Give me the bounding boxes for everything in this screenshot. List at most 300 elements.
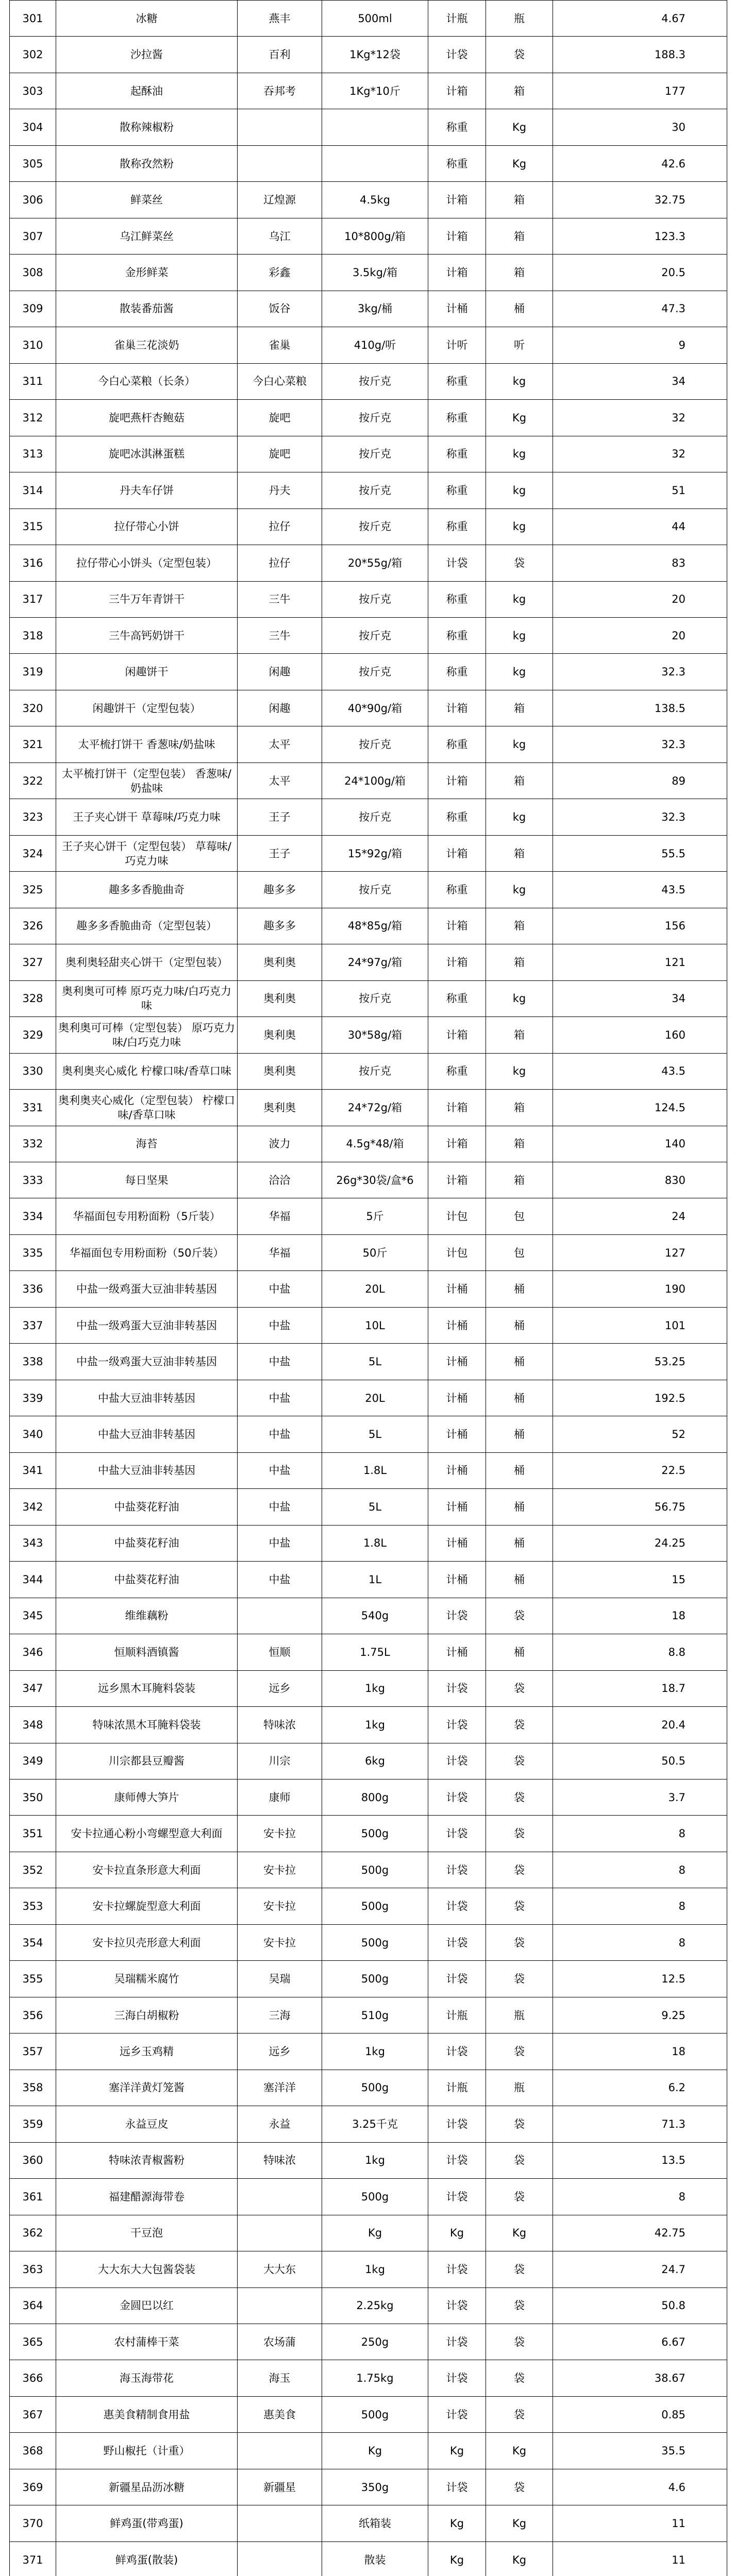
pricing-unit-cell: 计袋	[428, 2287, 486, 2324]
brand-cell: 大大东	[238, 2251, 322, 2287]
pricing-unit-cell: 计箱	[428, 1162, 486, 1198]
product-name-cell: 安卡拉通心粉小弯螺型意大利面	[56, 1816, 238, 1852]
unit-of-measure-cell: 袋	[486, 1888, 553, 1924]
table-row	[10, 2033, 727, 2070]
product-name-cell: 散装番茄酱	[56, 291, 238, 327]
unit-of-measure-cell: Kg	[486, 2505, 553, 2541]
table-row	[10, 1598, 727, 1634]
unit-of-measure-cell: 袋	[486, 2106, 553, 2142]
unit-of-measure-cell: 桶	[486, 1307, 553, 1343]
spec-cell: 按斤克	[322, 654, 428, 690]
table-row	[10, 2324, 727, 2360]
table-row	[10, 545, 727, 581]
table-row	[10, 1344, 727, 1380]
pricing-unit-cell: 计箱	[428, 690, 486, 726]
spec-cell: 散装	[322, 2541, 428, 2576]
row-number-cell: 322	[10, 762, 56, 799]
price-cell: 121	[553, 944, 727, 980]
row-number-cell: 324	[10, 835, 56, 871]
price-cell: 42.6	[553, 145, 727, 181]
product-name-cell: 野山椒托（计重）	[56, 2433, 238, 2469]
product-name-cell: 每日坚果	[56, 1162, 238, 1198]
table-row	[10, 581, 727, 617]
row-number-cell: 305	[10, 145, 56, 181]
product-name-cell: 鲜鸡蛋(散装)	[56, 2541, 238, 2576]
unit-of-measure-cell: 袋	[486, 1743, 553, 1779]
brand-cell: 王子	[238, 835, 322, 871]
price-cell: 47.3	[553, 291, 727, 327]
unit-of-measure-cell: 袋	[486, 2251, 553, 2287]
unit-of-measure-cell: 包	[486, 1198, 553, 1234]
spec-cell: 48*85g/箱	[322, 908, 428, 944]
product-name-cell: 中盐一级鸡蛋大豆油非转基因	[56, 1307, 238, 1343]
unit-of-measure-cell: 包	[486, 1234, 553, 1270]
spec-cell: 50斤	[322, 1234, 428, 1270]
brand-cell: 安卡拉	[238, 1888, 322, 1924]
row-number-cell: 355	[10, 1961, 56, 1997]
pricing-unit-cell: 计袋	[428, 1924, 486, 1960]
product-name-cell: 安卡拉贝壳形意大利面	[56, 1924, 238, 1960]
row-number-cell: 349	[10, 1743, 56, 1779]
table-row	[10, 617, 727, 653]
spec-cell: 纸箱装	[322, 2505, 428, 2541]
brand-cell: 惠美食	[238, 2396, 322, 2432]
product-name-cell: 远乡黑木耳腌料袋装	[56, 1670, 238, 1706]
row-number-cell: 304	[10, 109, 56, 145]
spec-cell: 按斤克	[322, 617, 428, 653]
spec-cell: 540g	[322, 1598, 428, 1634]
spec-cell: 按斤克	[322, 726, 428, 762]
row-number-cell: 319	[10, 654, 56, 690]
spec-cell: 30*58g/箱	[322, 1017, 428, 1053]
price-cell: 6.2	[553, 2070, 727, 2106]
spec-cell: 500g	[322, 2070, 428, 2106]
unit-of-measure-cell: 袋	[486, 1598, 553, 1634]
product-name-cell: 趣多多香脆曲奇	[56, 872, 238, 908]
unit-of-measure-cell: 箱	[486, 1090, 553, 1126]
spec-cell: 24*97g/箱	[322, 944, 428, 980]
table-row	[10, 327, 727, 363]
table-row	[10, 182, 727, 218]
price-cell: 34	[553, 363, 727, 399]
price-cell: 55.5	[553, 835, 727, 871]
pricing-unit-cell: 称重	[428, 872, 486, 908]
product-name-cell: 三海白胡椒粉	[56, 1997, 238, 2033]
brand-cell: 百利	[238, 37, 322, 73]
product-name-cell: 永益豆皮	[56, 2106, 238, 2142]
product-name-cell: 王子夹心饼干（定型包装） 草莓味/巧克力味	[56, 835, 238, 871]
price-cell: 18	[553, 1598, 727, 1634]
price-cell: 30	[553, 109, 727, 145]
price-cell: 83	[553, 545, 727, 581]
table-row	[10, 400, 727, 436]
product-name-cell: 新疆星品沥冰糖	[56, 2469, 238, 2505]
table-row	[10, 908, 727, 944]
pricing-unit-cell: 称重	[428, 472, 486, 509]
unit-of-measure-cell: 桶	[486, 1416, 553, 1452]
table-row	[10, 255, 727, 291]
spec-cell: 500g	[322, 2179, 428, 2215]
row-number-cell: 303	[10, 73, 56, 109]
table-row	[10, 1271, 727, 1307]
spec-cell: 3kg/桶	[322, 291, 428, 327]
unit-of-measure-cell: 听	[486, 327, 553, 363]
table-row	[10, 218, 727, 254]
table-row	[10, 1234, 727, 1270]
spec-cell: 40*90g/箱	[322, 690, 428, 726]
product-name-cell: 华福面包专用粉面粉（50斤装）	[56, 1234, 238, 1270]
row-number-cell: 364	[10, 2287, 56, 2324]
pricing-unit-cell: Kg	[428, 2215, 486, 2251]
brand-cell	[238, 2287, 322, 2324]
product-name-cell: 奥利奥夹心威化（定型包装） 柠檬口味/香草口味	[56, 1090, 238, 1126]
product-name-cell: 维维藕粉	[56, 1598, 238, 1634]
spec-cell	[322, 145, 428, 181]
table-row	[10, 2433, 727, 2469]
row-number-cell: 366	[10, 2360, 56, 2396]
pricing-unit-cell: 计桶	[428, 1307, 486, 1343]
unit-of-measure-cell: kg	[486, 726, 553, 762]
product-name-cell: 散称辣椒粉	[56, 109, 238, 145]
brand-cell: 波力	[238, 1126, 322, 1162]
spec-cell	[322, 109, 428, 145]
pricing-unit-cell: 称重	[428, 436, 486, 472]
table-row	[10, 1053, 727, 1089]
row-number-cell: 353	[10, 1888, 56, 1924]
table-row	[10, 690, 727, 726]
spec-cell: 500g	[322, 1961, 428, 1997]
table-row	[10, 2287, 727, 2324]
row-number-cell: 335	[10, 1234, 56, 1270]
table-row	[10, 1634, 727, 1670]
brand-cell: 彩鑫	[238, 255, 322, 291]
product-name-cell: 特味浓青椒酱粉	[56, 2142, 238, 2178]
price-cell: 8	[553, 1924, 727, 1960]
pricing-unit-cell: 计桶	[428, 1452, 486, 1488]
unit-of-measure-cell: 箱	[486, 762, 553, 799]
brand-cell: 中盐	[238, 1380, 322, 1416]
product-name-cell: 趣多多香脆曲奇（定型包装）	[56, 908, 238, 944]
spec-cell: 3.5kg/箱	[322, 255, 428, 291]
row-number-cell: 371	[10, 2541, 56, 2576]
spec-cell: 24*72g/箱	[322, 1090, 428, 1126]
table-row	[10, 73, 727, 109]
pricing-unit-cell: 计桶	[428, 1489, 486, 1525]
pricing-unit-cell: 计袋	[428, 2106, 486, 2142]
brand-cell: 海玉	[238, 2360, 322, 2396]
price-cell: 32	[553, 400, 727, 436]
row-number-cell: 307	[10, 218, 56, 254]
price-cell: 124.5	[553, 1090, 727, 1126]
unit-of-measure-cell: 瓶	[486, 2070, 553, 2106]
pricing-unit-cell: 计袋	[428, 2360, 486, 2396]
unit-of-measure-cell: 袋	[486, 1961, 553, 1997]
spec-cell: 500g	[322, 1816, 428, 1852]
brand-cell: 川宗	[238, 1743, 322, 1779]
brand-cell: 特味浓	[238, 1707, 322, 1743]
pricing-unit-cell: 计桶	[428, 1525, 486, 1561]
row-number-cell: 363	[10, 2251, 56, 2287]
unit-of-measure-cell: 箱	[486, 73, 553, 109]
product-name-cell: 惠美食精制食用盐	[56, 2396, 238, 2432]
row-number-cell: 320	[10, 690, 56, 726]
price-cell: 42.75	[553, 2215, 727, 2251]
spec-cell: 1L	[322, 1562, 428, 1598]
unit-of-measure-cell: 袋	[486, 2360, 553, 2396]
product-name-cell: 闲趣饼干	[56, 654, 238, 690]
product-name-cell: 起酥油	[56, 73, 238, 109]
unit-of-measure-cell: kg	[486, 436, 553, 472]
row-number-cell: 325	[10, 872, 56, 908]
unit-of-measure-cell: 箱	[486, 908, 553, 944]
row-number-cell: 340	[10, 1416, 56, 1452]
row-number-cell: 312	[10, 400, 56, 436]
spec-cell: 按斤克	[322, 872, 428, 908]
pricing-unit-cell: 计箱	[428, 835, 486, 871]
unit-of-measure-cell: kg	[486, 581, 553, 617]
row-number-cell: 329	[10, 1017, 56, 1053]
product-name-cell: 特味浓黑木耳腌料袋装	[56, 1707, 238, 1743]
spec-cell: 20L	[322, 1271, 428, 1307]
product-name-cell: 安卡拉螺旋型意大利面	[56, 1888, 238, 1924]
unit-of-measure-cell: 袋	[486, 545, 553, 581]
product-name-cell: 三牛万年青饼干	[56, 581, 238, 617]
brand-cell: 塞洋洋	[238, 2070, 322, 2106]
pricing-unit-cell: 称重	[428, 145, 486, 181]
row-number-cell: 327	[10, 944, 56, 980]
unit-of-measure-cell: 袋	[486, 2179, 553, 2215]
table-row	[10, 654, 727, 690]
pricing-unit-cell: 称重	[428, 654, 486, 690]
pricing-unit-cell: 计袋	[428, 1816, 486, 1852]
brand-cell	[238, 2505, 322, 2541]
product-name-cell: 今白心菜粮（长条）	[56, 363, 238, 399]
brand-cell: 太平	[238, 762, 322, 799]
product-name-cell: 安卡拉直条形意大利面	[56, 1852, 238, 1888]
brand-cell: 三牛	[238, 617, 322, 653]
price-cell: 35.5	[553, 2433, 727, 2469]
unit-of-measure-cell: 箱	[486, 255, 553, 291]
table-row	[10, 1, 727, 37]
price-cell: 43.5	[553, 1053, 727, 1089]
row-number-cell: 339	[10, 1380, 56, 1416]
pricing-unit-cell: 计袋	[428, 2469, 486, 2505]
brand-cell: 趣多多	[238, 872, 322, 908]
pricing-unit-cell: 计袋	[428, 2142, 486, 2178]
pricing-unit-cell: 计袋	[428, 1888, 486, 1924]
brand-cell: 奥利奥	[238, 944, 322, 980]
row-number-cell: 360	[10, 2142, 56, 2178]
row-number-cell: 314	[10, 472, 56, 509]
price-cell: 4.6	[553, 2469, 727, 2505]
price-cell: 4.67	[553, 1, 727, 37]
brand-cell: 康师	[238, 1779, 322, 1815]
row-number-cell: 310	[10, 327, 56, 363]
brand-cell: 中盐	[238, 1344, 322, 1380]
spec-cell: 1kg	[322, 2033, 428, 2070]
pricing-unit-cell: 计箱	[428, 73, 486, 109]
product-name-cell: 干豆泡	[56, 2215, 238, 2251]
price-cell: 50.5	[553, 1743, 727, 1779]
pricing-unit-cell: 计袋	[428, 37, 486, 73]
price-cell: 71.3	[553, 2106, 727, 2142]
product-name-cell: 华福面包专用粉面粉（5斤装）	[56, 1198, 238, 1234]
spec-cell: 410g/听	[322, 327, 428, 363]
spec-cell: 按斤克	[322, 472, 428, 509]
price-cell: 32.3	[553, 654, 727, 690]
unit-of-measure-cell: kg	[486, 509, 553, 545]
table-row	[10, 2251, 727, 2287]
product-name-cell: 川宗都县豆瓣酱	[56, 1743, 238, 1779]
price-cell: 12.5	[553, 1961, 727, 1997]
table-row	[10, 291, 727, 327]
brand-cell: 奥利奥	[238, 1053, 322, 1089]
row-number-cell: 333	[10, 1162, 56, 1198]
price-list-table	[9, 0, 727, 2576]
spec-cell: 1Kg*12袋	[322, 37, 428, 73]
spec-cell: 500ml	[322, 1, 428, 37]
product-name-cell: 中盐葵花籽油	[56, 1562, 238, 1598]
pricing-unit-cell: 计箱	[428, 1017, 486, 1053]
brand-cell: 中盐	[238, 1452, 322, 1488]
brand-cell: 三牛	[238, 581, 322, 617]
product-name-cell: 鲜鸡蛋(带鸡蛋)	[56, 2505, 238, 2541]
unit-of-measure-cell: 桶	[486, 1525, 553, 1561]
table-row	[10, 2505, 727, 2541]
product-name-cell: 中盐大豆油非转基因	[56, 1452, 238, 1488]
pricing-unit-cell: 计桶	[428, 1380, 486, 1416]
table-row	[10, 1452, 727, 1488]
spec-cell: 1kg	[322, 2251, 428, 2287]
product-name-cell: 沙拉酱	[56, 37, 238, 73]
row-number-cell: 311	[10, 363, 56, 399]
price-cell: 188.3	[553, 37, 727, 73]
pricing-unit-cell: 计袋	[428, 1852, 486, 1888]
price-cell: 32.75	[553, 182, 727, 218]
row-number-cell: 315	[10, 509, 56, 545]
brand-cell	[238, 2433, 322, 2469]
pricing-unit-cell: 计箱	[428, 182, 486, 218]
pricing-unit-cell: 计瓶	[428, 1, 486, 37]
price-cell: 38.67	[553, 2360, 727, 2396]
row-number-cell: 308	[10, 255, 56, 291]
table-row	[10, 1707, 727, 1743]
unit-of-measure-cell: 袋	[486, 2142, 553, 2178]
brand-cell: 乌江	[238, 218, 322, 254]
spec-cell: Kg	[322, 2215, 428, 2251]
product-name-cell: 海玉海带花	[56, 2360, 238, 2396]
spec-cell: 510g	[322, 1997, 428, 2033]
pricing-unit-cell: 计袋	[428, 1598, 486, 1634]
product-name-cell: 大大东大大包酱袋装	[56, 2251, 238, 2287]
price-cell: 9	[553, 327, 727, 363]
pricing-unit-cell: 计桶	[428, 1634, 486, 1670]
product-name-cell: 中盐一级鸡蛋大豆油非转基因	[56, 1344, 238, 1380]
product-name-cell: 太平梳打饼干（定型包装） 香葱味/奶盐味	[56, 762, 238, 799]
pricing-unit-cell: 计袋	[428, 1779, 486, 1815]
pricing-unit-cell: 计袋	[428, 2251, 486, 2287]
table-row	[10, 2142, 727, 2178]
row-number-cell: 344	[10, 1562, 56, 1598]
pricing-unit-cell: 称重	[428, 400, 486, 436]
unit-of-measure-cell: kg	[486, 654, 553, 690]
price-cell: 8	[553, 2179, 727, 2215]
pricing-unit-cell: 计袋	[428, 2324, 486, 2360]
product-name-cell: 王子夹心饼干 草莓味/巧克力味	[56, 799, 238, 835]
row-number-cell: 368	[10, 2433, 56, 2469]
price-cell: 20.5	[553, 255, 727, 291]
product-name-cell: 拉仔带心小饼头（定型包装）	[56, 545, 238, 581]
row-number-cell: 326	[10, 908, 56, 944]
brand-cell: 安卡拉	[238, 1816, 322, 1852]
pricing-unit-cell: 计袋	[428, 1743, 486, 1779]
price-cell: 830	[553, 1162, 727, 1198]
brand-cell: 新疆星	[238, 2469, 322, 2505]
product-name-cell: 中盐葵花籽油	[56, 1489, 238, 1525]
unit-of-measure-cell: 箱	[486, 218, 553, 254]
unit-of-measure-cell: 袋	[486, 1670, 553, 1706]
brand-cell: 中盐	[238, 1416, 322, 1452]
price-cell: 9.25	[553, 1997, 727, 2033]
table-row	[10, 762, 727, 799]
row-number-cell: 341	[10, 1452, 56, 1488]
table-row	[10, 1162, 727, 1198]
unit-of-measure-cell: Kg	[486, 2215, 553, 2251]
row-number-cell: 352	[10, 1852, 56, 1888]
brand-cell: 拉仔	[238, 545, 322, 581]
unit-of-measure-cell: 袋	[486, 1707, 553, 1743]
table-row	[10, 1198, 727, 1234]
unit-of-measure-cell: 袋	[486, 1779, 553, 1815]
product-name-cell: 中盐大豆油非转基因	[56, 1380, 238, 1416]
row-number-cell: 348	[10, 1707, 56, 1743]
pricing-unit-cell: 计箱	[428, 762, 486, 799]
brand-cell	[238, 2541, 322, 2576]
brand-cell: 闲趣	[238, 690, 322, 726]
table-row	[10, 1489, 727, 1525]
row-number-cell: 306	[10, 182, 56, 218]
spec-cell: 5斤	[322, 1198, 428, 1234]
table-row	[10, 1562, 727, 1598]
brand-cell	[238, 109, 322, 145]
brand-cell	[238, 145, 322, 181]
price-cell: 123.3	[553, 218, 727, 254]
spec-cell: 1.75kg	[322, 2360, 428, 2396]
table-row	[10, 436, 727, 472]
pricing-unit-cell: 计箱	[428, 1126, 486, 1162]
table-row	[10, 363, 727, 399]
unit-of-measure-cell: kg	[486, 872, 553, 908]
table-row	[10, 2469, 727, 2505]
price-cell: 11	[553, 2541, 727, 2576]
spec-cell: 350g	[322, 2469, 428, 2505]
brand-cell: 今白心菜粮	[238, 363, 322, 399]
price-cell: 192.5	[553, 1380, 727, 1416]
price-cell: 56.75	[553, 1489, 727, 1525]
table-row	[10, 1779, 727, 1815]
product-name-cell: 拉仔带心小饼	[56, 509, 238, 545]
price-cell: 15	[553, 1562, 727, 1598]
product-name-cell: 三牛高钙奶饼干	[56, 617, 238, 653]
pricing-unit-cell: 计箱	[428, 908, 486, 944]
price-cell: 51	[553, 472, 727, 509]
table-row	[10, 1090, 727, 1126]
spec-cell: 1kg	[322, 1707, 428, 1743]
brand-cell: 辽煌源	[238, 182, 322, 218]
price-cell: 24	[553, 1198, 727, 1234]
brand-cell: 奥利奥	[238, 1090, 322, 1126]
unit-of-measure-cell: 瓶	[486, 1, 553, 37]
